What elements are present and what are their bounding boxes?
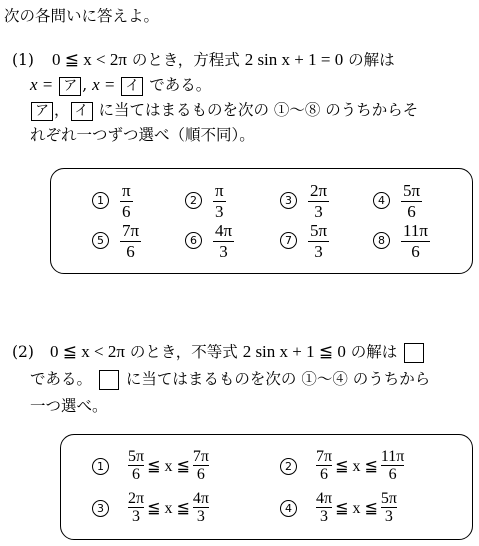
fraction-denominator: 6 — [122, 202, 131, 221]
q1-separator: , — [82, 76, 88, 94]
left-fraction — [316, 490, 332, 525]
right-fraction — [193, 448, 209, 483]
fraction-denominator: 6 — [388, 466, 397, 483]
inequality-operator: ≦ x ≦ — [147, 499, 190, 517]
fraction-denominator: 6 — [320, 466, 329, 483]
q2-line1 — [50, 342, 426, 363]
fraction-denominator: 6 — [407, 202, 416, 221]
right-fraction — [193, 490, 209, 525]
q2-line2 — [30, 369, 430, 390]
left-fraction — [316, 448, 332, 483]
answer-box-empty — [404, 343, 424, 363]
fraction-numerator: 2π — [128, 490, 145, 507]
q2-text1: のとき，不等式 — [129, 343, 238, 361]
right-fraction — [381, 490, 397, 525]
left-fraction — [128, 448, 144, 483]
fraction-numerator: π — [215, 181, 224, 200]
option-fraction — [401, 182, 422, 221]
fraction-numerator: 7π — [316, 448, 333, 465]
q1-equation: 2 sin x + 1 = 0 — [244, 50, 344, 69]
option-inequality — [128, 490, 209, 525]
q1-line4: れぞれ一つずつ選べ（順不同）。 — [30, 126, 255, 144]
option-marker: 4 — [280, 500, 297, 517]
answer-box-a-ref: ア — [31, 102, 53, 121]
option-marker: 3 — [92, 500, 109, 517]
fraction-numerator: 5π — [128, 448, 145, 465]
q2-line2b: に当てはまるものを次の ①〜④ のうちから — [125, 370, 431, 388]
fraction-numerator: 11π — [380, 448, 405, 465]
fraction-numerator: 5π — [310, 221, 328, 240]
fraction-denominator: 6 — [411, 242, 420, 261]
option-marker: 7 — [280, 232, 297, 249]
option-fraction — [120, 182, 133, 221]
option-marker: 3 — [280, 192, 297, 209]
fraction-numerator: π — [122, 181, 131, 200]
answer-box-a: ア — [59, 77, 81, 96]
option-marker: 4 — [373, 192, 390, 209]
right-fraction — [381, 448, 404, 483]
left-fraction — [128, 490, 144, 525]
inequality-operator: ≦ x ≦ — [147, 457, 190, 475]
answer-box-empty-ref — [99, 370, 119, 390]
option-inequality — [128, 448, 209, 483]
q2-line3: 一つ選べ。 — [30, 397, 108, 415]
inequality-operator: ≦ x ≦ — [335, 457, 378, 475]
fraction-denominator: 6 — [132, 466, 141, 483]
q2-label: (2) — [12, 343, 34, 361]
q1-x-eq-1: x = — [30, 75, 54, 94]
answer-box-i-ref: イ — [71, 102, 93, 121]
q1-text1: のとき，方程式 — [131, 51, 240, 69]
option-marker: 1 — [92, 458, 109, 475]
q2-inequality: 2 sin x + 1 ≦ 0 — [242, 342, 346, 361]
option-fraction — [308, 222, 329, 261]
option-marker: 2 — [280, 458, 297, 475]
fraction-numerator: 7π — [192, 448, 209, 465]
q1-x-eq-2: x = — [92, 75, 116, 94]
fraction-numerator: 4π — [316, 490, 333, 507]
fraction-denominator: 3 — [132, 508, 141, 525]
q1-line3-text: に当てはまるものを次の ①〜⑧ のうちからそ — [98, 101, 419, 119]
answer-box-i: イ — [121, 77, 143, 96]
fraction-numerator: 2π — [310, 181, 328, 200]
q1-text3: である。 — [149, 76, 212, 94]
fraction-denominator: 6 — [196, 466, 205, 483]
option-marker: 8 — [373, 232, 390, 249]
fraction-numerator: 5π — [403, 181, 421, 200]
fraction-denominator: 6 — [126, 242, 135, 261]
option-fraction — [308, 182, 329, 221]
fraction-denominator: 3 — [314, 242, 323, 261]
option-marker: 2 — [185, 192, 202, 209]
fraction-denominator: 3 — [320, 508, 329, 525]
inequality-operator: ≦ x ≦ — [335, 499, 378, 517]
fraction-numerator: 4π — [192, 490, 209, 507]
q2-text2: の解は — [350, 343, 398, 361]
q1-text2: の解は — [348, 51, 395, 69]
fraction-numerator: 7π — [122, 221, 140, 240]
option-fraction — [213, 182, 226, 221]
fraction-numerator: 5π — [380, 490, 397, 507]
fraction-denominator: 3 — [314, 202, 323, 221]
q2-condition: 0 ≦ x < 2π — [50, 342, 125, 361]
fraction-numerator: 4π — [215, 221, 233, 240]
q1-condition: 0 ≦ x < 2π — [52, 50, 127, 69]
option-marker: 5 — [92, 232, 109, 249]
fraction-numerator: 11π — [403, 221, 428, 240]
fraction-denominator: 3 — [384, 508, 393, 525]
option-fraction — [213, 222, 234, 261]
fraction-denominator: 3 — [215, 202, 224, 221]
q1-line3: ア ， イ に当てはまるものを次の ①〜⑧ のうちからそ — [30, 100, 418, 121]
option-fraction — [401, 222, 430, 261]
q2-line2a: である。 — [30, 370, 93, 388]
option-marker: 1 — [92, 192, 109, 209]
option-inequality — [316, 448, 404, 483]
q1-line2 — [30, 75, 211, 96]
option-marker: 6 — [185, 232, 202, 249]
fraction-denominator: 3 — [196, 508, 205, 525]
instruction-text: 次の各問いに答えよ。 — [4, 7, 160, 25]
q1-label: (1) — [12, 51, 34, 69]
option-fraction — [120, 222, 141, 261]
q2-options-panel — [60, 434, 473, 540]
q1-line1 — [52, 50, 395, 70]
fraction-denominator: 3 — [219, 242, 228, 261]
option-inequality — [316, 490, 397, 525]
